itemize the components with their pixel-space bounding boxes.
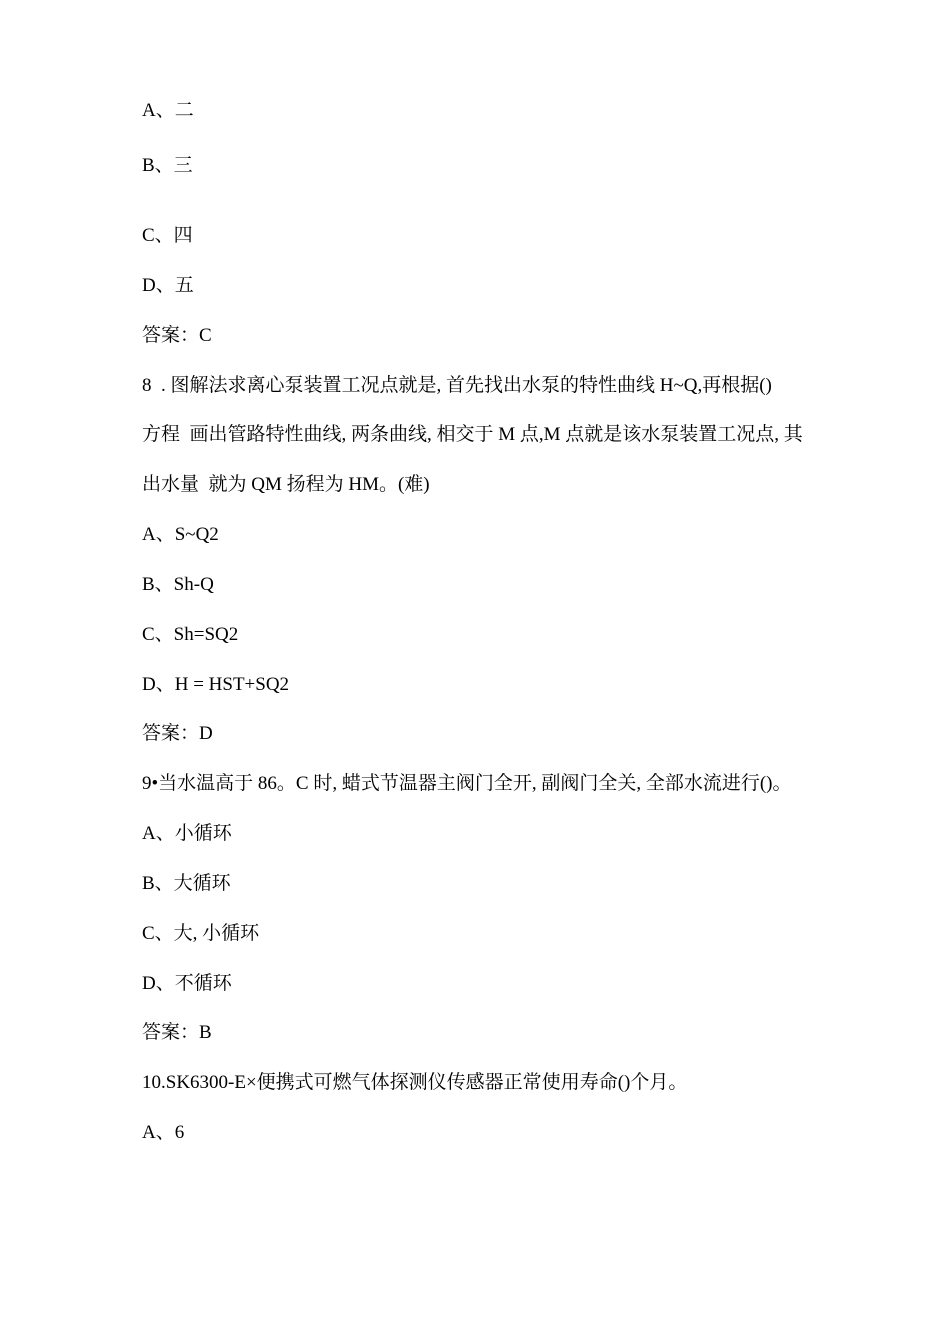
q8-stem-line-2: 方程 画出管路特性曲线, 两条曲线, 相交于 M 点,M 点就是该水泵装置工况点, 其 bbox=[142, 424, 803, 445]
q9-option-b: B、大循环 bbox=[142, 873, 231, 894]
q10-option-a: A、6 bbox=[142, 1122, 185, 1143]
q8-option-d: D、H = HST+SQ2 bbox=[142, 674, 290, 695]
q8-option-a: A、S~Q2 bbox=[142, 524, 219, 545]
q8-option-c: C、Sh=SQ2 bbox=[142, 624, 239, 645]
q9-answer: 答案：B bbox=[142, 1022, 212, 1043]
q7-option-d: D、五 bbox=[142, 275, 194, 296]
q9-option-a: A、小循环 bbox=[142, 823, 232, 844]
q7-option-c: C、四 bbox=[142, 225, 193, 246]
q10-stem: 10.SK6300-E×便携式可燃气体探测仪传感器正常使用寿命()个月。 bbox=[142, 1072, 688, 1093]
q9-stem: 9•当水温高于 86。C 时, 蜡式节温器主阀门全开, 副阀门全关, 全部水流进行()。 bbox=[142, 773, 792, 794]
q7-answer: 答案：C bbox=[142, 325, 212, 346]
q8-stem-line-1: 8 . 图解法求离心泵装置工况点就是, 首先找出水泵的特性曲线 H~Q,再根据() bbox=[142, 375, 772, 396]
q7-option-a: A、二 bbox=[142, 100, 194, 121]
q9-option-d: D、不循环 bbox=[142, 973, 232, 994]
q9-option-c: C、大, 小循环 bbox=[142, 923, 260, 944]
q8-option-b: B、Sh-Q bbox=[142, 574, 214, 595]
q8-answer: 答案：D bbox=[142, 723, 213, 744]
q7-option-b: B、三 bbox=[142, 155, 193, 176]
q8-stem-line-3: 出水量 就为 QM 扬程为 HM。(难) bbox=[142, 474, 430, 495]
